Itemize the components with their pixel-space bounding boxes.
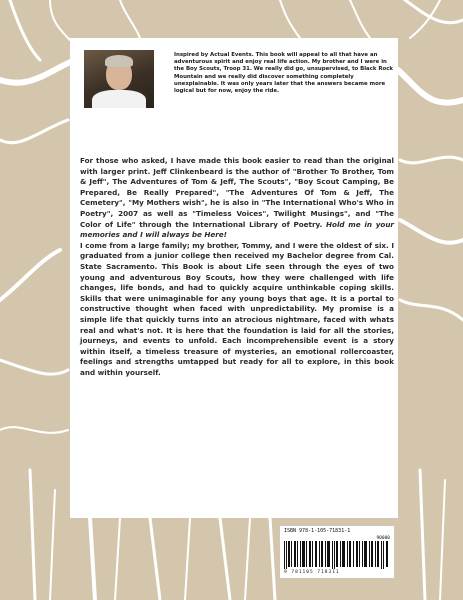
ean-digits: 9 781105 718311 [284,570,340,575]
author-hair [105,55,133,67]
bio-paragraph-1-text: For those who asked, I have made this book easier to read than the original with larger print. Jeff Clinkenbeard is the author of "Brother To Brother, Tom & Jeff", The Adventures of Tom & Jeff, The Scouts", "Boy Scout Camping, Be Prepared, Be Really Prepared", "The Adventures Of Tom & Jeff, The Cemetery", "My Mothers wish", he is also in "The International Who's Who in Poetry", 2007 as well as "Timeless Voices", Twilight Musings", and "The Color of Life" through the International Library of Poetry. [80,156,394,229]
barcode-bars-icon [284,541,390,569]
isbn-barcode [280,526,394,578]
author-shirt [92,90,146,108]
bio-paragraph-2: I come from a large family; my brother, Tommy, and I were the oldest of six. I graduated from a junior college then received my Bachelor degree from Cal. State Sacramento. This Book is about Life seen through the eyes of two young and adventurous Boy Scouts, how they were challenged with life changes, life bonds, and had to quickly acquire unthinkable coping skills. Skills that were unimaginable for any young boys that age. It is a portal to constructive thought when faced with unpredictability. My promise is a simple life that quickly turns into an atrocious nightmare, faced with whats real and what's not. It is here that the foundation is laid for all the stories, journeys, and events to unfold. Each incomprehensible event is a story within itself, a timeless treasure of mysteries, an emotional rollercoaster, feelings and strengths umtapped but ready for all to explore, in this book and within yourself. [80,240,394,377]
intro-text: Inspired by Actual Events. This book will appeal to all that have an adventurous spirit and enjoy real life action. My brother and I were in the Boy Scouts, Troop 31. We really did go, unsupervised, to Black Rock Mountain and we really did discover something completely unexplainable. It was only years later that the answers became more logical but for now, enjoy the ride. [174,52,393,95]
isbn-number: ISBN 978-1-105-71831-1 [284,528,351,534]
bio-paragraph-1 [80,156,394,241]
back-cover-panel [70,38,398,518]
author-bio [80,156,394,378]
author-photo [84,50,154,108]
bio-paragraph-1-italic: Hold me in your memories and I will always be Here! [80,219,394,240]
price-code: 90000 [376,536,390,541]
